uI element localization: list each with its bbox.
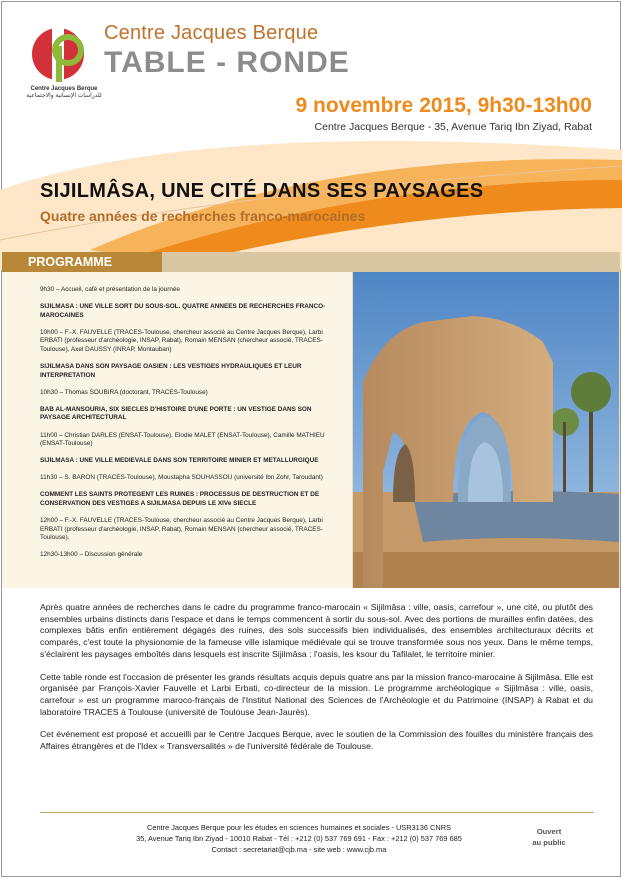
programme-session-title: SIJILMASA : UNE VILLE SORT DU SOUS-SOL. QUATRE ANNEES DE RECHERCHES FRANCO-MAROCAINES bbox=[40, 303, 326, 319]
body-text bbox=[40, 602, 593, 764]
programme-list bbox=[40, 286, 336, 568]
event-date: 9 novembre 2015, 9h30-13h00 bbox=[295, 94, 592, 117]
footer-line-2: 35, Avenue Tariq Ibn Ziyad - 10010 Rabat - Tél : +212 (0) 537 769 691 - Fax : +212 (0) 537 769 685 bbox=[136, 834, 462, 843]
logo-caption-fr: Centre Jacques Berque bbox=[30, 86, 98, 92]
programme-item: 9h30 – Accueil, café et présentation de la journée bbox=[40, 286, 180, 293]
open-public-note bbox=[520, 826, 578, 848]
programme-item: 11h30 – S. BARON (TRACES-Toulouse), Moustapha SOUHASSOU (université Ibn Zohr, Taroudant) bbox=[40, 474, 323, 482]
logo-caption-ar: للدراسات الإنسانية والاجتماعية bbox=[26, 93, 102, 99]
programme-item: 11h00 – Christian DARLES (ENSAT-Toulouse), Elodie MALET (ENSAT-Toulouse), Camille MATHIEU (ENSAT-Toulouse) bbox=[40, 431, 325, 448]
open-public-line-1: Ouvert bbox=[536, 827, 562, 836]
footer-rule bbox=[40, 812, 594, 813]
footer-line-1: Centre Jacques Berque pour les études en sciences humaines et sociales - USR3136 CNRS bbox=[147, 823, 451, 832]
main-title: SIJILMÂSA, UNE CITÉ DANS SES PAYSAGES bbox=[40, 180, 484, 202]
event-type: TABLE - RONDE bbox=[104, 46, 350, 79]
programme-item: 12h30-13h00 – Discussion générale bbox=[40, 551, 143, 559]
open-public-line-2: au public bbox=[532, 838, 566, 847]
ruins-photo bbox=[353, 272, 619, 588]
programme-item: 10h00 – F.-X. FAUVELLE (TRACES-Toulouse, chercheur associé au Centre Jacques Berque), Larbi ERBATI (professeur d'archéologie, INSAP, Rabat), Romain MENSAN (chercheur associé, TRACES-Toulouse), Axel DAUSSY (INRAP, Montauban) bbox=[40, 328, 323, 353]
body-paragraph-1: Après quatre années de recherches dans le cadre du programme franco-marocain « Sijilmâsa : ville, oasis, carrefour », une cité, ou plutôt des ensembles urbains distincts dans l'espace et dans le temps commencent à sortir du sous-sol. Avec des portions de murailles enfin datées, des complexes bâtis enfin entièrement dégagés des ruines, des sols successifs bien individualisés, des ensembles architecturaux décrits et comparés, c'est toute la physionomie de la fameuse ville islamique médiévale qui se trouve transformée sous nos yeux. Dans le même temps, s'éclairent les paysages emboîtés dans lesquels est inscrite Sijilmâsa : l'oasis, les ksour du Tafilalet, le territoire minier. bbox=[40, 602, 593, 659]
footer bbox=[104, 822, 494, 855]
body-paragraph-2: Cette table ronde est l'occasion de présenter les grands résultats acquis depuis quatre ans par la mission franco-marocaine à Sijilmâsa. Elle est organisée par François-Xavier Fauvelle et Larbi Erbati, co-directeur de la mission. Le programme archéologique « Sijilmâsa : ville, oasis, carrefour » est un programme maroco-français de l'Institut National des Sciences de l'Archéologie et du Patrimoine (INSAP) à Rabat et du laboratoire TRACES à Toulouse (université de Toulouse Jean-Jaurès). bbox=[40, 671, 593, 717]
org-name: Centre Jacques Berque bbox=[104, 22, 319, 44]
sub-title: Quatre années de recherches franco-marocaines bbox=[40, 208, 366, 224]
programme-item: 10h30 – Thomas SOUBIRA (doctorant, TRACES-Toulouse) bbox=[40, 388, 208, 396]
logo-caption bbox=[24, 86, 104, 100]
programme-session-title: SIJILMASA DANS SON PAYSAGE OASIEN : LES VESTIGES HYDRAULIQUES ET LEUR INTERPRETATION bbox=[40, 363, 302, 379]
programme-session-title: COMMENT LES SAINTS PROTEGENT LES RUINES : PROCESSUS DE DESTRUCTION ET DE CONSERVATION DES VESTIGES A SIJILMASA DEPUIS LE XIVe SIECLE bbox=[40, 491, 320, 507]
footer-contact: Contact : secretariat@cjb.ma - site web : www.cjb.ma bbox=[211, 845, 387, 854]
programme-label: PROGRAMME bbox=[2, 252, 162, 272]
body-paragraph-3: Cet événement est proposé et accueilli par le Centre Jacques Berque, avec le soutien de la Commission des fouilles du ministère français des Affaires étrangères et de l'Idex « Transversalités » de l'université fédérale de Toulouse. bbox=[40, 729, 593, 752]
programme-session-title: BAB AL-MANSOURIA, SIX SIECLES D'HISTOIRE D'UNE PORTE : UN VESTIGE DANS SON PAYSAGE ARCHITECTURAL bbox=[40, 405, 312, 422]
event-place: Centre Jacques Berque - 35, Avenue Tariq Ibn Ziyad, Rabat bbox=[314, 121, 592, 133]
programme-item: 12h00 – F.-X. FAUVELLE (TRACES-Toulouse, chercheur associé au Centre Jacques Berque), Larbi ERBATI (professeur d'archéologie, INSAP, Rabat), Romain MENSAN (chercheur associé, TRACES-Toulouse). bbox=[40, 517, 323, 542]
programme-session-title: SIJILMASA : UNE VILLE MEDIEVALE DANS SON TERRITOIRE MINIER ET METALLURGIQUE bbox=[40, 457, 319, 465]
